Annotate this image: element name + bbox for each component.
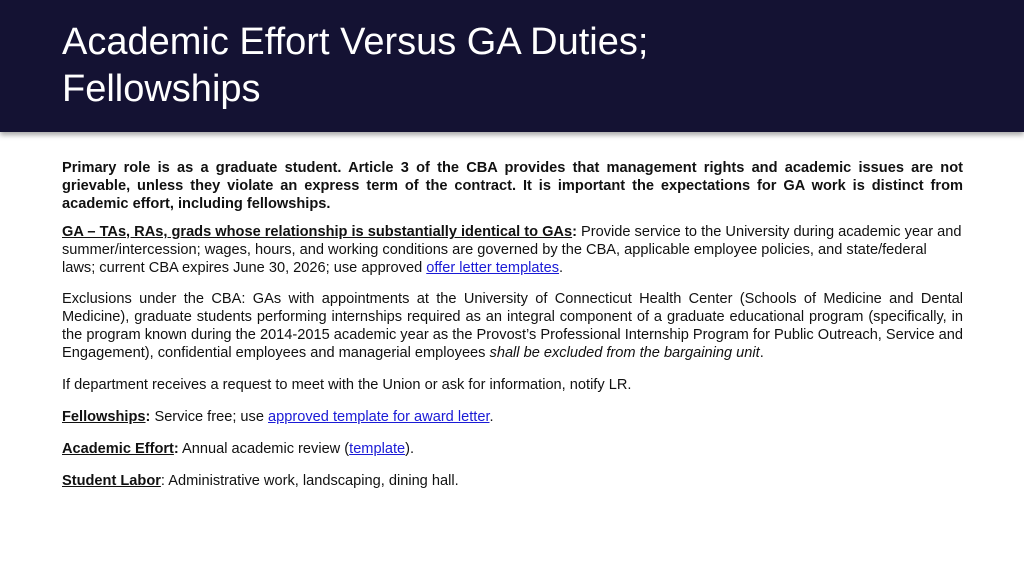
fellowships-heading: Fellowships xyxy=(62,409,146,425)
fellowships-text: Service free; use xyxy=(150,409,269,425)
student-labor-heading: Student Labor xyxy=(62,473,161,489)
ga-text: Provide service to the University during academic year and summer/intercession; wages, hours, and working conditions are governed by the CBA, applicable employee policies, and state/federal laws; current CBA expires June 30, 2026; use approved xyxy=(62,224,962,276)
student-labor-text: : Administrative work, landscaping, dining hall. xyxy=(160,473,459,489)
offer-letter-templates-link[interactable]: offer letter templates xyxy=(426,260,560,276)
award-letter-template-link[interactable]: approved template for award letter xyxy=(268,409,490,425)
ga-paragraph xyxy=(62,223,963,277)
ga-end: . xyxy=(559,260,564,276)
exclusions-emphasis: shall be excluded from the bargaining unit xyxy=(489,345,760,361)
academic-effort-end: ). xyxy=(405,441,415,457)
fellowships-heading-colon: : xyxy=(145,409,151,425)
fellowships-paragraph xyxy=(62,408,963,426)
slide-title-line-2: Fellowships xyxy=(62,68,261,110)
notify-paragraph: If department receives a request to meet with the Union or ask for information, notify LR. xyxy=(62,377,632,393)
slide-body xyxy=(62,159,963,490)
slide-title-line-1: Academic Effort Versus GA Duties; xyxy=(62,21,649,63)
ga-heading: GA – TAs, RAs, grads whose relationship is substantially identical to GAs xyxy=(62,224,573,240)
academic-effort-heading: Academic Effort xyxy=(62,441,174,457)
academic-effort-heading-colon: : xyxy=(173,441,179,457)
academic-effort-text: Annual academic review ( xyxy=(178,441,350,457)
slide-title xyxy=(62,19,982,113)
student-labor-paragraph xyxy=(62,472,963,490)
exclusions-text: Exclusions under the CBA: GAs with appointments at the University of Connecticut Health Center (Schools of Medicine and Dental Medicine), graduate students performing internships required as an integral component of a graduate educational program (specifically, in the program known during the 2014-2015 academic year as the Provost’s Professional Internship Program for Public Outreach, Service and Engagement), confidential employees and managerial employees xyxy=(62,291,963,361)
ga-heading-colon: : xyxy=(572,224,577,240)
academic-effort-paragraph xyxy=(62,440,963,458)
fellowships-end: . xyxy=(489,409,494,425)
intro-paragraph: Primary role is as a graduate student. Article 3 of the CBA provides that management rights and academic issues are not grievable, unless they violate an express term of the contract. It is important the expectations for GA work is distinct from academic effort, including fellowships. xyxy=(62,160,963,212)
academic-review-template-link[interactable]: template xyxy=(349,441,406,457)
exclusions-end: . xyxy=(759,345,764,361)
exclusions-paragraph xyxy=(62,290,963,362)
title-bar xyxy=(0,0,1024,132)
